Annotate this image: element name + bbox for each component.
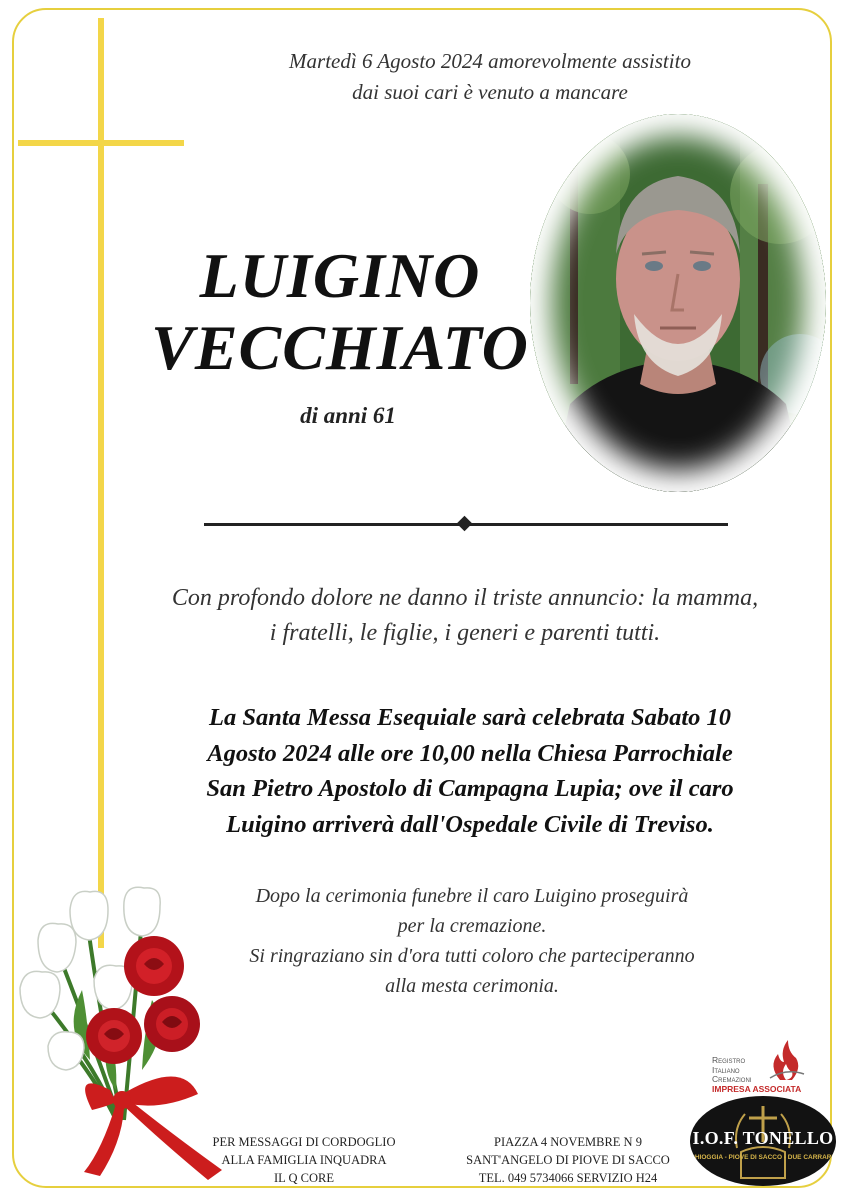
announcement-text bbox=[130, 581, 800, 651]
intro-line-1: Martedì 6 Agosto 2024 amorevolmente assistito bbox=[289, 49, 691, 73]
funeral-home-locations: CHIOGGIA - PIOVE DI SACCO - DUE CARRARE bbox=[690, 1154, 836, 1161]
registry-text bbox=[712, 1056, 751, 1085]
registry-cremation-logo bbox=[708, 1038, 808, 1098]
footer-left-line-3: IL Q CORE bbox=[274, 1171, 334, 1185]
photo-vignette bbox=[530, 114, 826, 492]
mass-line-3: San Pietro Apostolo di Campagna Lupia; ove il caro bbox=[206, 775, 734, 802]
cross-icon-vertical bbox=[98, 18, 104, 948]
tulip-rose-bouquet-icon bbox=[12, 880, 222, 1180]
footer-left-line-2: ALLA FAMIGLIA INQUADRA bbox=[221, 1153, 387, 1167]
after-line-1: Dopo la cerimonia funebre il caro Luigino proseguirà bbox=[255, 885, 689, 907]
intro-line-2: dai suoi cari è venuto a mancare bbox=[352, 80, 628, 104]
registry-line-1: Registro bbox=[712, 1055, 746, 1065]
footer-mid-line-2: SANT'ANGELO DI PIOVE DI SACCO bbox=[466, 1153, 670, 1167]
mass-line-2: Agosto 2024 alle ore 10,00 nella Chiesa Parrochiale bbox=[207, 739, 733, 767]
after-line-2: per la cremazione. bbox=[397, 915, 547, 937]
portrait-photo bbox=[530, 114, 826, 492]
mass-info bbox=[150, 700, 790, 842]
cross-icon-horizontal bbox=[18, 140, 184, 146]
announcement-line-2: i fratelli, le figlie, i generi e parenti tutti. bbox=[269, 620, 661, 646]
deceased-name bbox=[140, 240, 540, 384]
after-ceremony-text bbox=[196, 881, 748, 1001]
funeral-home-name: I.O.F. TONELLO bbox=[692, 1128, 834, 1148]
mass-line-1: La Santa Messa Esequiale sarà celebrata Sabato 10 bbox=[208, 704, 731, 731]
flame-icon bbox=[766, 1038, 806, 1082]
deceased-first-name: LUIGINO bbox=[199, 240, 481, 311]
registry-line-3: Cremazioni bbox=[712, 1074, 752, 1084]
footer-mid-line-1: PIAZZA 4 NOVEMBRE N 9 bbox=[494, 1135, 642, 1149]
registry-line-2: Italiano bbox=[712, 1064, 740, 1075]
registry-associate: IMPRESA ASSOCIATA bbox=[712, 1084, 802, 1094]
intro-text bbox=[200, 46, 780, 108]
announcement-line-1: Con profondo dolore ne danno il triste annuncio: la mamma, bbox=[171, 585, 759, 611]
footer-address-info bbox=[450, 1133, 686, 1187]
after-line-3: Si ringraziano sin d'ora tutti coloro che parteciperanno bbox=[249, 945, 695, 967]
funeral-home-logo bbox=[690, 1096, 836, 1186]
mass-line-4: Luigino arriverà dall'Ospedale Civile di Treviso. bbox=[226, 810, 714, 838]
footer-left-line-1: PER MESSAGGI DI CORDOGLIO bbox=[212, 1135, 396, 1149]
deceased-last-name: VECCHIATO bbox=[151, 312, 529, 383]
deceased-age: di anni 61 bbox=[300, 403, 396, 428]
footer-mid-line-3: TEL. 049 5734066 SERVIZIO H24 bbox=[478, 1171, 658, 1185]
footer-condolence-info bbox=[196, 1133, 412, 1187]
after-line-4: alla mesta cerimonia. bbox=[385, 975, 559, 997]
